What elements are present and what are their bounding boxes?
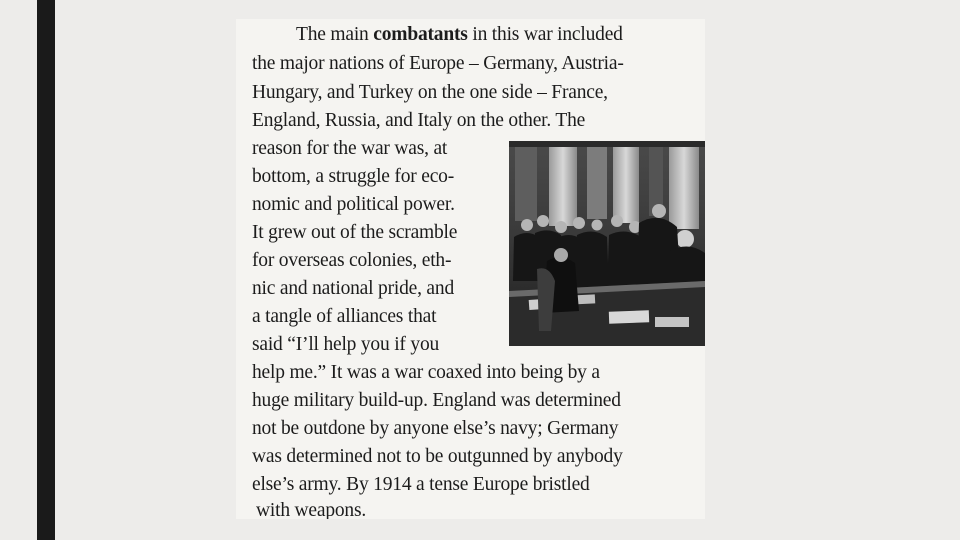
accent-bar — [37, 0, 55, 540]
emphasis-combatants: combatants — [373, 24, 468, 45]
text-line-16: was determined not to be outgunned by anybody — [252, 446, 623, 467]
text-line-18: with weapons. — [256, 500, 367, 519]
scanned-page — [236, 19, 705, 519]
text-line-12: said “I’ll help you if you — [252, 334, 440, 355]
text-line-9: for overseas colonies, eth- — [252, 250, 452, 271]
text-line-2: the major nations of Europe – Germany, Austria- — [252, 53, 624, 74]
historical-photo — [509, 141, 705, 346]
text-line-11: a tangle of alliances that — [252, 306, 437, 327]
text-line-4: England, Russia, and Italy on the other. The — [252, 110, 586, 131]
text-line-7: nomic and political power. — [252, 194, 455, 215]
text-line-5: reason for the war was, at — [252, 138, 448, 159]
text-line-17: else’s army. By 1914 a tense Europe bristled — [252, 474, 590, 495]
text-line-14: huge military build-up. England was determined — [252, 390, 621, 411]
text-line-6: bottom, a struggle for eco- — [252, 166, 454, 187]
text-line-13: help me.” It was a war coaxed into being by a — [252, 362, 600, 383]
text-line-15: not be outdone by anyone else’s navy; Germany — [252, 418, 619, 439]
text-line-1: The main combatants in this war included — [296, 24, 623, 45]
text-line-3: Hungary, and Turkey on the one side – France, — [252, 82, 608, 103]
text-line-10: nic and national pride, and — [252, 278, 454, 299]
text-line-8: It grew out of the scramble — [252, 222, 458, 243]
